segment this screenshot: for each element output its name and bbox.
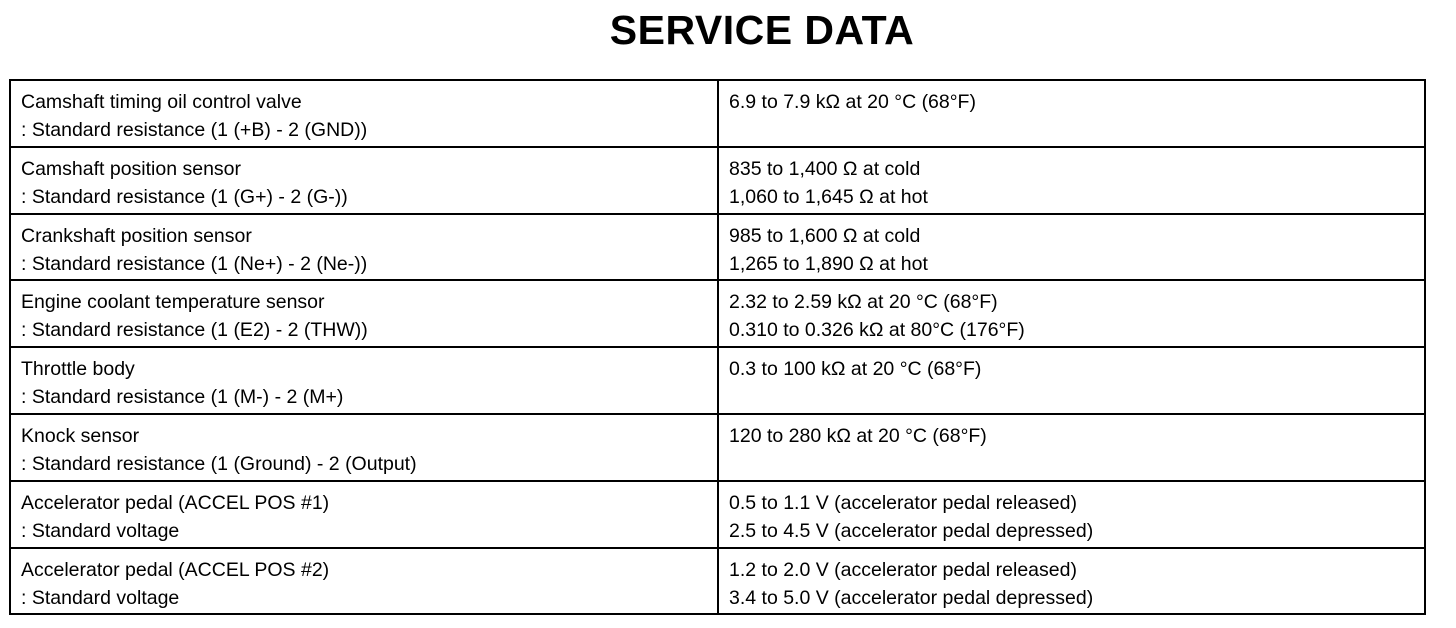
spec-value: 0.3 to 100 kΩ at 20 °C (68°F) [729, 358, 982, 381]
spec-cell [718, 414, 1425, 481]
item-cell [10, 481, 718, 548]
page-title: SERVICE DATA [609, 7, 915, 53]
item-condition: : Standard resistance (1 (Ground) - 2 (Output) [21, 452, 417, 475]
spec-cell [718, 80, 1425, 147]
item-condition: : Standard resistance (1 (+B) - 2 (GND)) [21, 119, 368, 141]
table-row [10, 414, 1425, 481]
item-cell [10, 80, 718, 147]
item-condition: : Standard resistance (1 (G+) - 2 (G-)) [21, 185, 348, 208]
item-condition: : Standard resistance (1 (M-) - 2 (M+) [21, 386, 344, 409]
spec-value: 2.32 to 2.59 kΩ at 20 °C (68°F) [729, 291, 998, 314]
item-name: Throttle body [21, 358, 135, 381]
spec-value: 1,060 to 1,645 Ω at hot [729, 185, 928, 208]
item-condition: : Standard voltage [21, 586, 180, 609]
item-cell [10, 280, 718, 347]
table-row [10, 280, 1425, 347]
item-name: Knock sensor [21, 424, 140, 447]
table-row [10, 481, 1425, 548]
spec-value: 0.5 to 1.1 V (accelerator pedal released) [729, 491, 1077, 514]
spec-value: 985 to 1,600 Ω at cold [729, 224, 921, 247]
table-row [10, 214, 1425, 281]
table-row [10, 548, 1425, 615]
item-cell [10, 347, 718, 414]
item-name: Camshaft position sensor [21, 157, 242, 180]
item-cell [10, 214, 718, 281]
spec-cell [718, 481, 1425, 548]
item-name: Accelerator pedal (ACCEL POS #1) [21, 491, 330, 514]
item-name: Crankshaft position sensor [21, 224, 252, 247]
spec-cell [718, 548, 1425, 615]
table-row [10, 80, 1425, 147]
item-cell [10, 414, 718, 481]
item-name: Camshaft timing oil control valve [21, 91, 302, 113]
spec-value: 835 to 1,400 Ω at cold [729, 157, 921, 180]
spec-value: 120 to 280 kΩ at 20 °C (68°F) [729, 424, 987, 447]
item-cell [10, 147, 718, 214]
item-condition: : Standard resistance (1 (Ne+) - 2 (Ne-)) [21, 252, 368, 275]
item-name: Accelerator pedal (ACCEL POS #2) [21, 558, 330, 581]
spec-value: 0.310 to 0.326 kΩ at 80°C (176°F) [729, 319, 1025, 342]
spec-value: 2.5 to 4.5 V (accelerator pedal depressed) [729, 519, 1094, 542]
spec-cell [718, 347, 1425, 414]
spec-cell [718, 214, 1425, 281]
table-row [10, 147, 1425, 214]
table-row [10, 347, 1425, 414]
item-cell [10, 548, 718, 615]
item-condition: : Standard resistance (1 (E2) - 2 (THW)) [21, 319, 368, 342]
spec-value: 1.2 to 2.0 V (accelerator pedal released) [729, 558, 1077, 581]
service-data-table [9, 79, 1426, 615]
spec-cell [718, 147, 1425, 214]
item-name: Engine coolant temperature sensor [21, 291, 325, 314]
spec-cell [718, 280, 1425, 347]
spec-value: 3.4 to 5.0 V (accelerator pedal depressed) [729, 586, 1094, 609]
item-condition: : Standard voltage [21, 519, 180, 542]
spec-value: 6.9 to 7.9 kΩ at 20 °C (68°F) [729, 91, 976, 113]
spec-value: 1,265 to 1,890 Ω at hot [729, 252, 928, 275]
